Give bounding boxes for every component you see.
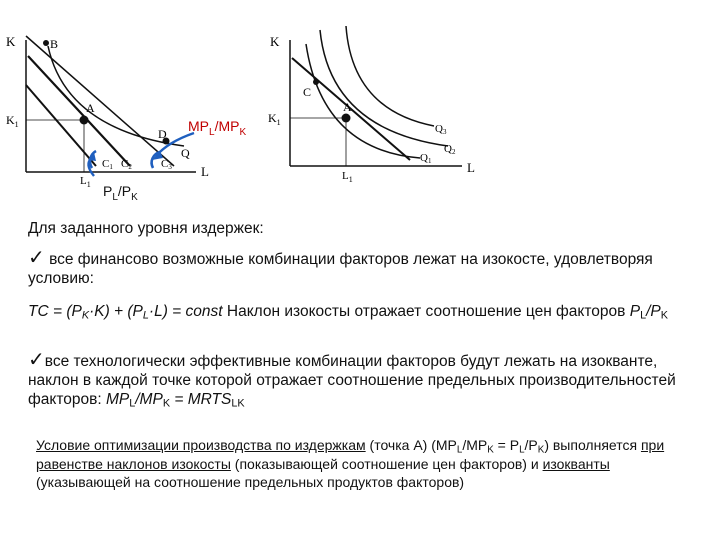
condition-sub-3: L — [519, 444, 525, 456]
tc-formula-part-3: ·L) = const — [148, 303, 223, 320]
condition-sub-1: L — [456, 444, 463, 456]
right-l1-label: $L_1$ — [342, 170, 353, 184]
right-graph — [268, 26, 475, 184]
price-ratio-p: P — [629, 303, 641, 320]
tc-formula-sub-k: K — [81, 309, 90, 322]
point-a-right-label: A — [343, 100, 352, 114]
mp-ratio-label: $MP_L/MP_K$ — [188, 118, 247, 138]
condition-part-2: /MP — [462, 437, 488, 453]
paragraph-isocost-text: все финансово возможные комбинации факторов лежат на изокосте, удовлетворяя условию: — [28, 251, 653, 287]
point-c-label: C — [303, 85, 312, 99]
paragraph-isocost — [28, 245, 696, 288]
mrts-sub-lk: LK — [231, 397, 245, 410]
isoquant-q2-label: Q2 — [444, 143, 456, 156]
paragraph-optimization-condition — [36, 436, 696, 492]
point-b-label: B — [50, 37, 59, 51]
isoquant-q1 — [306, 44, 420, 158]
condition-part-3: = P — [493, 437, 520, 453]
left-axis-k-label: K — [6, 34, 16, 49]
condition-part-7: (указывающей на соотношение предельных продуктов факторов) — [36, 474, 465, 490]
right-k1-label: $K_1$ — [268, 111, 281, 127]
left-axis-l-label: L — [201, 164, 209, 179]
tc-formula-part-2: ·K) + (P — [89, 303, 143, 320]
diagram — [0, 0, 720, 210]
isocost-line-c2 — [28, 56, 130, 166]
left-k1-label: $K_1$ — [6, 113, 19, 129]
tc-formula-sub-l: L — [142, 309, 149, 322]
isoquant-word: изокванты — [542, 455, 610, 472]
left-graph — [6, 34, 246, 203]
point-d-label: D — [158, 127, 167, 141]
paragraph-isoquant-text: все технологически эффективные комбинации факторов будут лежать на изокванте, наклон в каждой точке которой отражает соотношение предельных производительностей факторов: — [28, 353, 676, 408]
right-axis-l-label: L — [467, 160, 475, 175]
left-l1-label: $L_1$ — [80, 175, 91, 189]
condition-sub-2: K — [487, 444, 494, 456]
paragraph-tc-formula — [28, 302, 696, 321]
point-a-label: A — [86, 101, 95, 115]
paragraph-isoquant — [28, 347, 696, 410]
mrts-eq: = MRTS — [170, 391, 232, 408]
mp-ratio-mid: /MP — [135, 391, 163, 408]
right-axis-k-label: K — [270, 34, 280, 49]
isocost-line-c1 — [26, 85, 96, 166]
point-b — [43, 40, 49, 46]
optimization-condition-title: Условие оптимизации производства по издержкам — [36, 437, 366, 453]
point-a-right — [342, 114, 351, 123]
section-heading: Для заданного уровня издержек: — [28, 220, 264, 237]
condition-part-4: /P — [524, 437, 538, 453]
isocost-c3-label: C3 — [161, 158, 172, 171]
isocost-c2-label: C2 — [121, 158, 132, 171]
mp-ratio-sub-k: K — [162, 397, 171, 410]
isoquant-q2 — [320, 30, 448, 146]
p-ratio-label: $P_L/P_K$ — [103, 183, 138, 203]
point-a — [80, 116, 89, 125]
condition-part-5: ) выполняется — [544, 437, 641, 453]
condition-sub-4: K — [537, 444, 545, 456]
check-icon: ✓ — [28, 347, 45, 371]
isoquant-q3-label: Q3 — [435, 123, 447, 136]
check-icon: ✓ — [28, 245, 45, 269]
condition-part-1: (точка А) (MP — [365, 437, 457, 453]
point-c — [313, 79, 319, 85]
isoquant-q-label: Q — [181, 146, 190, 160]
isoquant-q1-label: Q1 — [420, 152, 432, 165]
isocost-c1-label: C1 — [102, 158, 113, 171]
tc-formula-part-1: TC = (P — [28, 303, 82, 320]
mp-ratio-mp: MP — [105, 391, 130, 408]
mp-ratio-sub-l: L — [129, 397, 136, 410]
equal-slopes-phrase: при равенстве наклонов изокосты — [36, 437, 665, 472]
isocost-line-c3 — [26, 36, 174, 166]
price-ratio-sub-l: L — [640, 309, 647, 322]
isocost-slope-text: Наклон изокосты отражает соотношение цен факторов — [222, 303, 630, 320]
price-ratio-sub-k: K — [660, 309, 668, 322]
condition-part-6: (показывающей соотношение цен факторов) и — [230, 455, 543, 472]
price-ratio-mid: /P — [646, 303, 661, 320]
